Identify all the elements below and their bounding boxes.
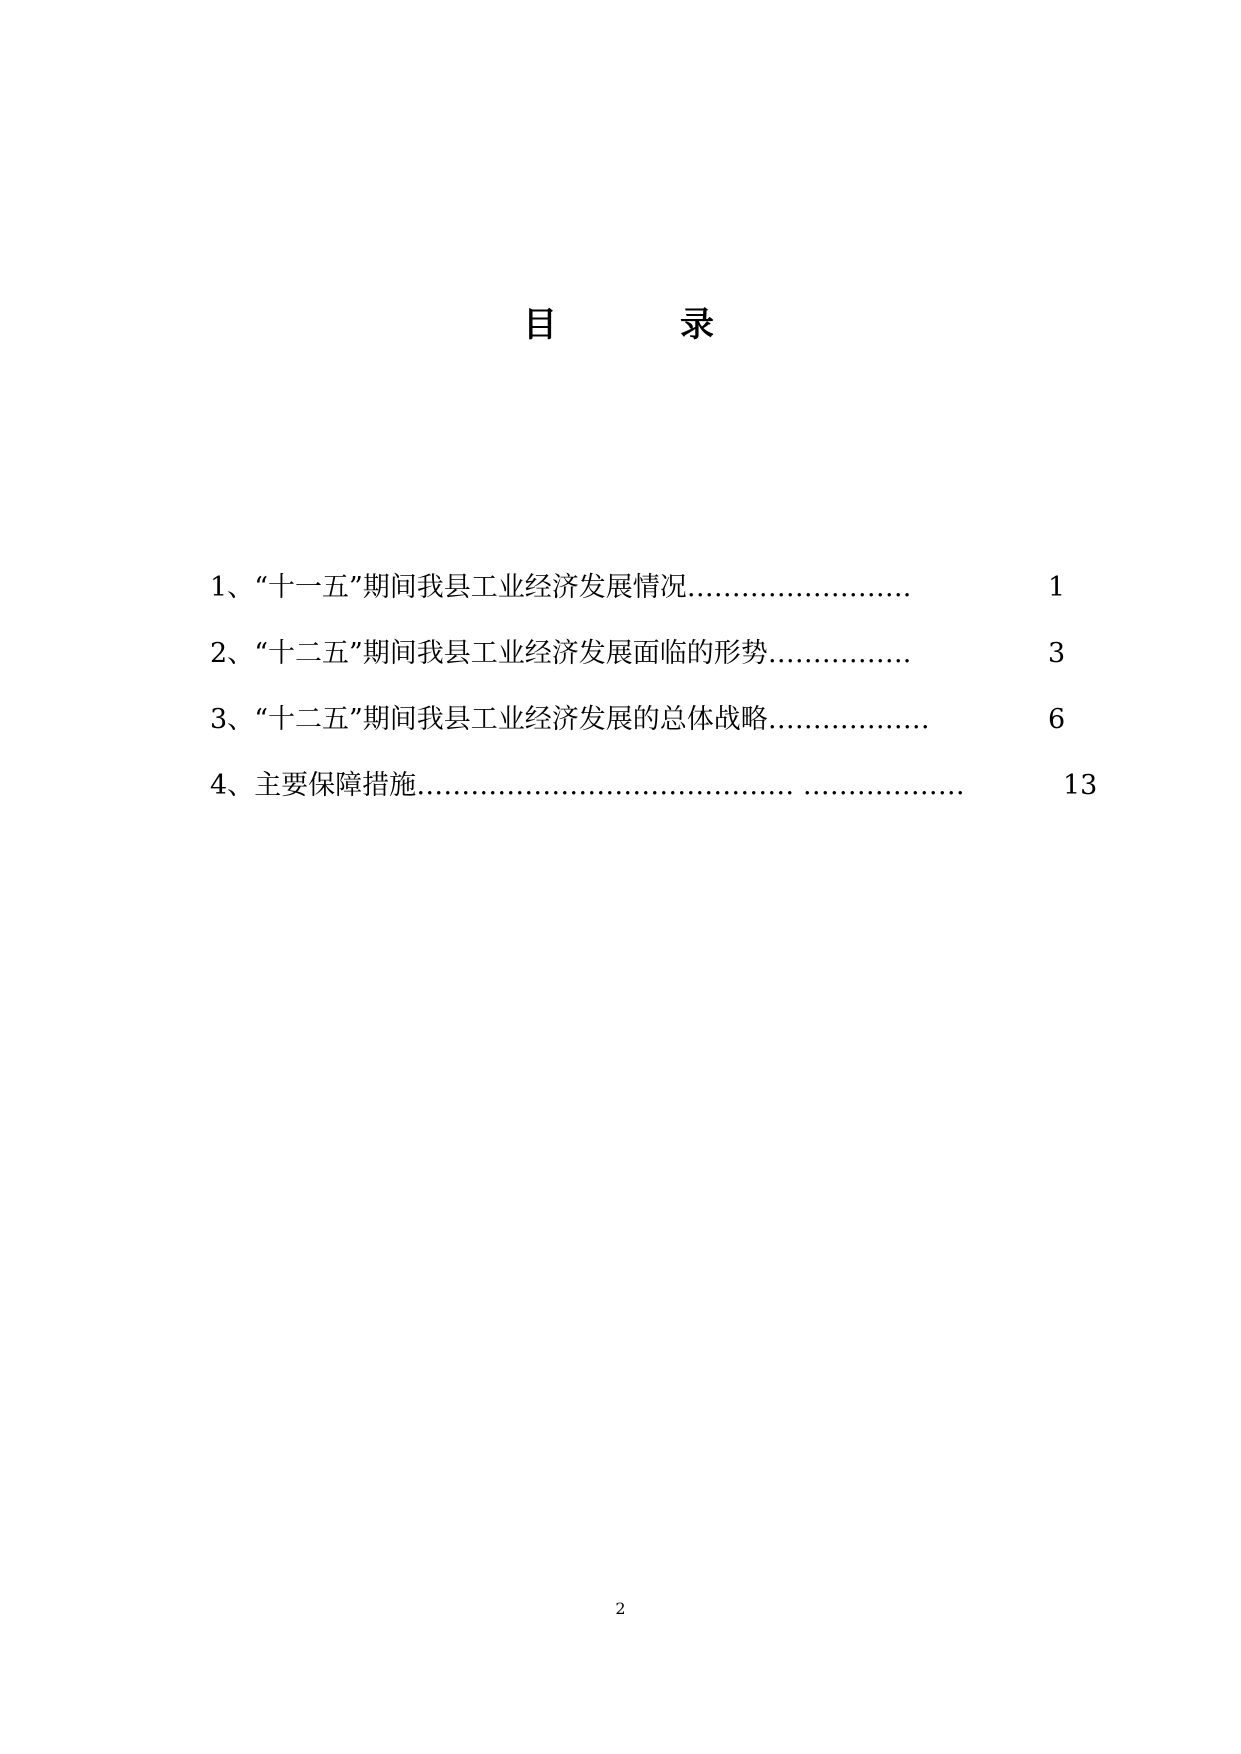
toc-entry-title: “十二五”期间我县工业经济发展的总体战略 (254, 704, 768, 735)
toc-entry-3[interactable] (210, 698, 1066, 742)
toc-entry-title: “十一五”期间我县工业经济发展情况 (254, 572, 687, 603)
toc-entry-page: 3 (1048, 638, 1066, 669)
page-title (0, 300, 1241, 350)
toc-entry-leader: ……………………. (686, 572, 912, 603)
toc-entry-number: 1、 (210, 572, 255, 603)
toc-entry-number: 4、 (210, 770, 255, 801)
toc-entry-page: 13 (1063, 770, 1098, 801)
toc-entry-title: “十二五”期间我县工业经济发展面临的形势 (254, 638, 768, 669)
title-char-mu: 目 (523, 305, 557, 345)
toc-entry-leader: …………………………………… ……………… (416, 770, 965, 801)
toc-entry-number: 3、 (210, 704, 255, 735)
toc-entry-leader: ……………… (767, 704, 930, 735)
toc-entry-2[interactable] (210, 632, 1066, 676)
toc-entry-title: 主要保障措施 (254, 770, 417, 801)
toc-entry-1[interactable] (210, 566, 1066, 610)
toc-entry-page: 6 (1048, 704, 1066, 735)
toc-entry-page: 1 (1048, 572, 1066, 603)
title-char-lu: 录 (680, 305, 714, 345)
toc-entry-4[interactable] (210, 764, 1098, 808)
page-number: 2 (615, 1599, 626, 1618)
toc-entry-number: 2、 (210, 638, 255, 669)
toc-entry-leader: ……………. (767, 638, 912, 669)
